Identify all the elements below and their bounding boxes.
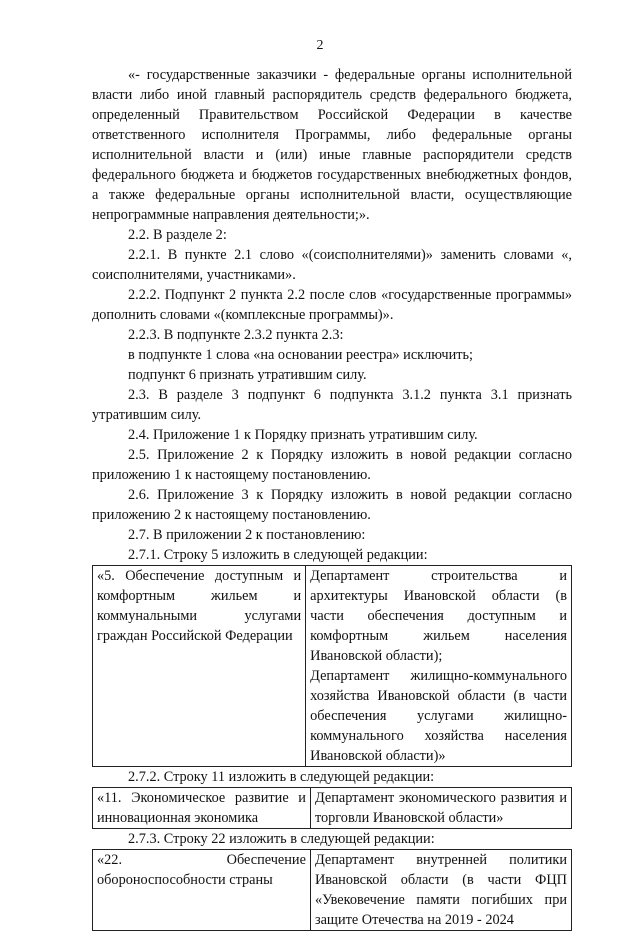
paragraph-2-2-1: 2.2.1. В пункте 2.1 слово «(соисполнителями)» заменить словами «, соисполнителями, участниками». (92, 247, 572, 283)
page-number: 2 (316, 38, 324, 53)
paragraph-2-3: 2.3. В разделе 3 подпункт 6 подпункта 3.1.2 пункта 3.1 признать утратившим силу. (92, 387, 572, 423)
table-cell-right: Департамент внутренней политики Ивановской области (в части ФЦП «Увековечение памяти погибших при защите Отечества на 2019 - 2024 (310, 850, 571, 931)
paragraph-2-7: 2.7. В приложении 2 к постановлению: (128, 527, 366, 543)
table-cell-right: Департамент экономического развития и торговли Ивановской области» (310, 788, 571, 829)
document-body (92, 65, 572, 931)
table-row-11 (92, 787, 572, 829)
paragraph-definition: «- государственные заказчики - федеральные органы исполнительной власти либо иной главный распорядитель средств федерального бюджета, определенный Правительством Российской Федерации в качестве ответственного исполнителя Программы, либо федеральные органы исполнительной власти и (или) иные главные распорядители средств федерального бюджета и бюджетов государственных внебюджетных фондов, а также федеральные органы исполнительной власти, осуществляющие непрограммные направления деятельности;». (92, 67, 572, 223)
paragraph-2-7-1: 2.7.1. Строку 5 изложить в следующей редакции: (128, 547, 428, 563)
table-cell-left: «11. Экономическое развитие и инновационная экономика (93, 788, 311, 829)
table-cell-text: Департамент жилищно-коммунального хозяйства Ивановской области (в части обеспечения услугами жилищно-коммунального хозяйства населения Ивановской области)» (310, 668, 567, 764)
table-row-22 (92, 849, 572, 931)
table-row (93, 788, 572, 829)
paragraph-subitem-6: подпункт 6 признать утратившим силу. (128, 367, 367, 383)
paragraph-2-5: 2.5. Приложение 2 к Порядку изложить в новой редакции согласно приложению 1 к настоящему постановлению. (92, 447, 572, 483)
table-row (93, 850, 572, 931)
table-cell-left: «5. Обеспечение доступным и комфортным жильем и коммунальными услугами граждан Российской Федерации (93, 566, 306, 767)
paragraph-2-2-3: 2.2.3. В подпункте 2.3.2 пункта 2.3: (128, 327, 344, 343)
paragraph-2-4: 2.4. Приложение 1 к Порядку признать утратившим силу. (128, 427, 478, 443)
table-row-5 (92, 565, 572, 767)
table-cell-text: Департамент строительства и архитектуры Ивановской области (в части обеспечения доступным и комфортным жильем населения Ивановской области); (310, 568, 567, 664)
paragraph-2-2-2: 2.2.2. Подпункт 2 пункта 2.2 после слов «государственные программы» дополнить словами «(комплексные программы)». (92, 287, 572, 323)
paragraph-2-7-2: 2.7.2. Строку 11 изложить в следующей редакции: (128, 769, 435, 785)
table-row (93, 566, 572, 767)
table-cell-left: «22. Обеспечение обороноспособности страны (93, 850, 311, 931)
paragraph-2-6: 2.6. Приложение 3 к Порядку изложить в новой редакции согласно приложению 2 к настоящему постановлению. (92, 487, 572, 523)
table-cell-right (306, 566, 572, 767)
paragraph-2-7-3: 2.7.3. Строку 22 изложить в следующей редакции: (128, 831, 435, 847)
paragraph-2-2: 2.2. В разделе 2: (128, 227, 227, 243)
paragraph-subitem-1: в подпункте 1 слова «на основании реестра» исключить; (128, 347, 473, 363)
